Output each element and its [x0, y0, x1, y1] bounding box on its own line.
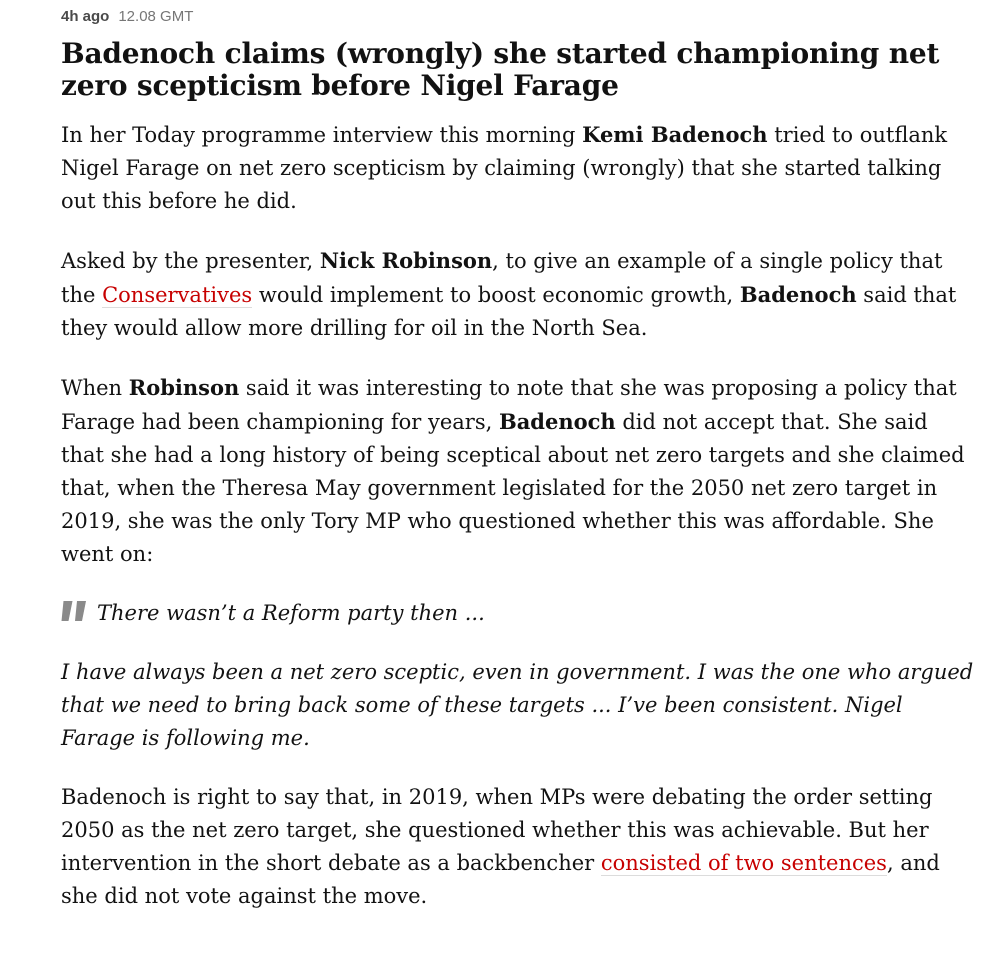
body-paragraph: [61, 781, 975, 913]
text-segment: I have always been a net zero sceptic, even in government. I was the one who argued that we need to bring back some of these targets ... I’ve been consistent. Nigel Farage is following me.: [61, 660, 974, 750]
inline-link[interactable]: Conservatives: [102, 283, 253, 307]
quote-paragraph: [61, 656, 975, 755]
quote-paragraph: [61, 597, 975, 630]
text-segment: , and she did not vote against the move.: [61, 851, 940, 908]
quote-icon: [61, 601, 88, 621]
text-segment: When: [61, 376, 129, 400]
text-segment: did not accept that. She said that she had a long history of being sceptical about net zero targets and she claimed that, when the Theresa May government legislated for the 2050 net zero target in 2019, she was the only Tory MP who questioned whether this was affordable. She went on:: [61, 410, 965, 566]
text-segment: Kemi Badenoch: [582, 122, 768, 147]
article-body: [61, 118, 975, 913]
quote-icon: [61, 601, 88, 621]
text-segment: Badenoch: [739, 282, 857, 307]
text-segment: said it was interesting to note that she was proposing a policy that Farage had been championing for years,: [61, 376, 957, 434]
body-paragraph: [61, 371, 975, 571]
text-segment: There wasn’t a Reform party then ...: [97, 601, 485, 625]
text-segment: In her Today programme interview this morning: [61, 123, 583, 147]
post-meta: [61, 8, 975, 26]
text-segment: Nick Robinson: [319, 248, 493, 273]
body-paragraph: [61, 244, 975, 345]
timestamp: 12.08 GMT: [118, 8, 194, 25]
body-paragraph: [61, 118, 975, 218]
text-segment: Badenoch is right to say that, in 2019, when MPs were debating the order setting 2050 as the net zero target, she questioned whether this was achievable. But her intervention in the short debate as a backbencher: [61, 785, 933, 875]
text-segment: Asked by the presenter,: [61, 249, 320, 273]
text-segment: tried to outflank Nigel Farage on net zero scepticism by claiming (wrongly) that she started talking out this before he did.: [61, 123, 948, 213]
text-segment: , to give an example of a single policy that the: [61, 249, 943, 307]
relative-time: 4h ago: [61, 8, 110, 25]
text-segment: Robinson: [128, 375, 240, 400]
text-segment: said that they would allow more drilling for oil in the North Sea.: [61, 283, 957, 340]
text-segment: Badenoch: [498, 409, 616, 434]
post-headline: Badenoch claims (wrongly) she started championing net zero scepticism before Nigel Farage: [61, 37, 940, 102]
quote-block: [61, 597, 975, 755]
text-segment: would implement to boost economic growth,: [252, 283, 740, 307]
inline-link[interactable]: consisted of two sentences: [600, 851, 887, 875]
